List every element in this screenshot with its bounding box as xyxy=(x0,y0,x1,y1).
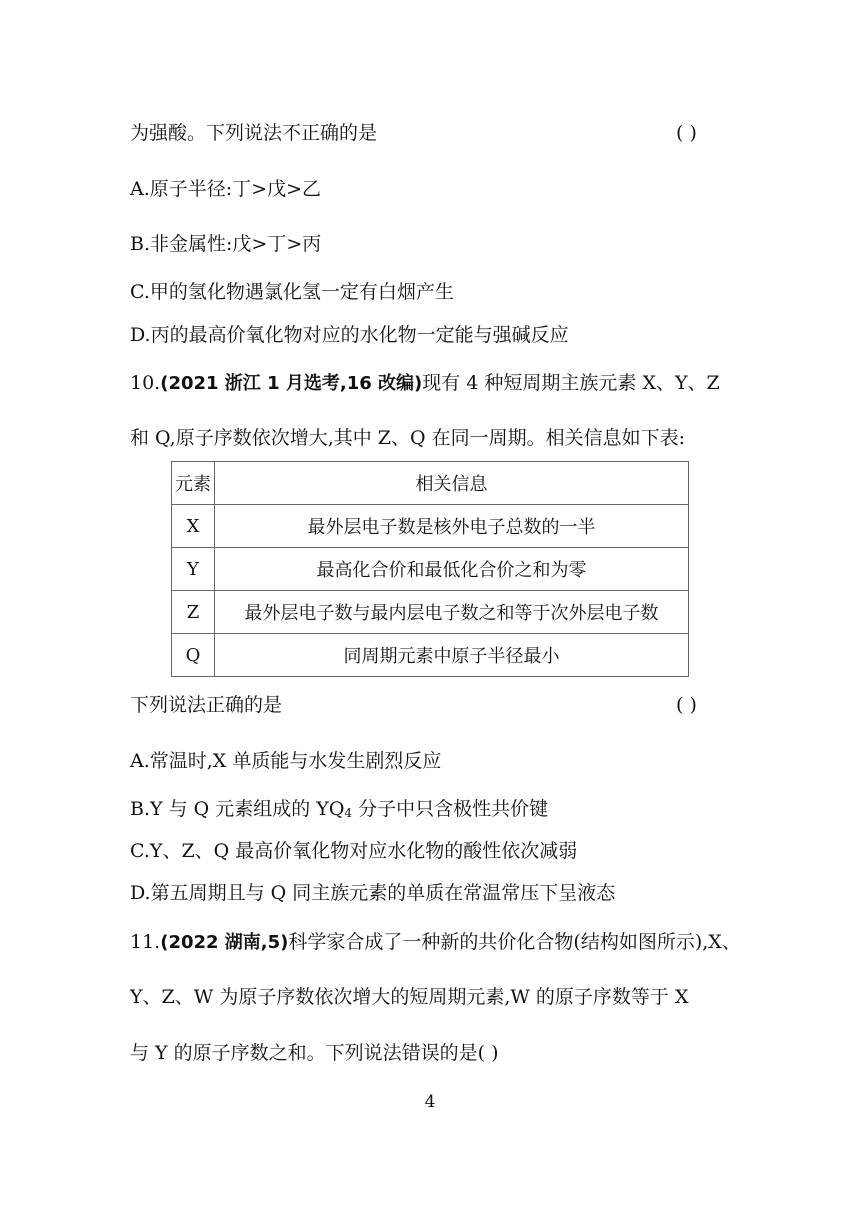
table-cell-info: 最高化合价和最低化合价之和为零 xyxy=(215,548,689,591)
q10-option-c: C.Y、Z、Q 最高价氧化物对应水化物的酸性依次减弱 xyxy=(130,840,578,862)
q10-prompt: 下列说法正确的是 xyxy=(130,694,283,716)
q11-number: 11. xyxy=(130,931,161,953)
q11-stem-line1 xyxy=(130,930,750,955)
q10-stem-line1 xyxy=(130,371,735,396)
q10-source: (2021 浙江 1 月选考,16 改编) xyxy=(160,373,423,394)
table-cell-element: Y xyxy=(172,548,215,591)
q11-stem-line3: 与 Y 的原子序数之和。下列说法错误的是( ) xyxy=(130,1042,499,1064)
q10-option-b-text: B.Y 与 Q 元素组成的 YQ xyxy=(130,798,345,820)
q11-stem-line2: Y、Z、W 为原子序数依次增大的短周期元素,W 的原子序数等于 X xyxy=(130,986,689,1008)
table-cell-element: X xyxy=(172,505,215,548)
q11-source: (2022 湖南,5) xyxy=(160,932,289,953)
q10-option-b-text-end: 分子中只含极性共价键 xyxy=(352,798,549,820)
q9-option-d: D.丙的最高价氧化物对应的水化物一定能与强碱反应 xyxy=(130,324,569,346)
q9-stem-tail: 为强酸。下列说法不正确的是 xyxy=(130,122,378,144)
table-header-info: 相关信息 xyxy=(215,462,689,505)
table-row xyxy=(172,634,689,677)
element-info-table xyxy=(171,461,689,677)
table-cell-info: 最外层电子数与最内层电子数之和等于次外层电子数 xyxy=(215,591,689,634)
q10-option-b xyxy=(130,797,735,821)
q10-option-a: A.常温时,X 单质能与水发生剧烈反应 xyxy=(130,750,442,772)
page-number: 4 xyxy=(424,1092,436,1112)
table-row xyxy=(172,548,689,591)
q9-option-a: A.原子半径:丁>戊>乙 xyxy=(130,178,322,200)
q11-stem-text: 科学家合成了一种新的共价化合物(结构如图所示),X、 xyxy=(288,931,741,953)
q9-answer-paren: ( ) xyxy=(676,122,697,144)
table-cell-info: 同周期元素中原子半径最小 xyxy=(215,634,689,677)
q10-number: 10. xyxy=(130,372,161,394)
table-cell-info: 最外层电子数是核外电子总数的一半 xyxy=(215,505,689,548)
q10-stem-text: 现有 4 种短周期主族元素 X、Y、Z xyxy=(422,372,720,394)
table-row xyxy=(172,505,689,548)
table-cell-element: Q xyxy=(172,634,215,677)
q10-option-d: D.第五周期且与 Q 同主族元素的单质在常温常压下呈液态 xyxy=(130,882,616,904)
q9-option-b: B.非金属性:戊>丁>丙 xyxy=(130,233,322,255)
q10-stem-line2: 和 Q,原子序数依次增大,其中 Z、Q 在同一周期。相关信息如下表: xyxy=(130,427,686,449)
q10-answer-paren: ( ) xyxy=(676,694,697,716)
q9-option-c: C.甲的氢化物遇氯化氢一定有白烟产生 xyxy=(130,281,454,303)
table-header-row xyxy=(172,462,689,505)
q10-option-b-subscript: 4 xyxy=(344,806,353,820)
table-cell-element: Z xyxy=(172,591,215,634)
table-header-element: 元素 xyxy=(172,462,215,505)
table-row xyxy=(172,591,689,634)
